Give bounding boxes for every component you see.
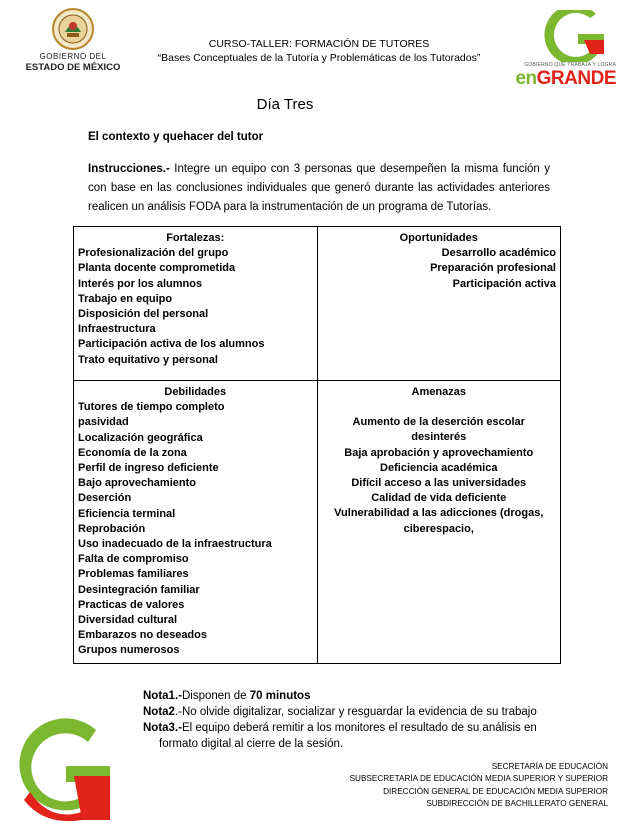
note-1-label: Nota1.- [143, 690, 182, 702]
debilidades-item: Problemas familiares [78, 568, 189, 581]
gov-logo-line1: GOBIERNO DEL [39, 52, 107, 61]
instructions-text: Integre un equipo con 3 personas que desempeñen la misma función y con base en las conclusiones individuales que generó durante las actividades anteriores realicen un análisis FODA para la instrumentación de un programa de Tutorías. [88, 163, 550, 213]
fortalezas-item: Profesionalización del grupo [78, 247, 229, 260]
context-title: El contexto y quehacer del tutor [88, 131, 264, 143]
fortalezas-item: Trato equitativo y personal [78, 353, 218, 366]
debilidades-item: Grupos numerosos [78, 644, 180, 657]
logo-grande: GRANDE [536, 68, 616, 89]
footer-line4: SUBDIRECCIÓN DE BACHILLERATO GENERAL [426, 799, 608, 809]
note-3 [143, 720, 553, 736]
fortalezas-item: Participación activa de los alumnos [78, 338, 265, 351]
g-logo-large-icon [10, 712, 120, 822]
amenazas-item: Baja aprobación y aprovechamiento [344, 446, 534, 459]
course-title: CURSO-TALLER: FORMACIÓN DE TUTORES [208, 38, 430, 50]
amenazas-title: Amenazas [411, 386, 466, 398]
debilidades-list [78, 400, 313, 658]
g-logo-icon [540, 10, 610, 62]
fortalezas-item: Trabajo en equipo [78, 292, 173, 305]
fortalezas-cell [74, 227, 318, 381]
amenazas-item: Calidad de vida deficiente [371, 492, 507, 505]
note-2-text: .-No olvide digitalizar, socializar y resguardar la evidencia de su trabajo [174, 706, 537, 718]
fortalezas-item: Interés por los alumnos [78, 277, 203, 290]
debilidades-item: Embarazos no deseados [78, 629, 207, 642]
foda-bottom-row [74, 381, 561, 664]
gov-logo-line2: ESTADO DE MÉXICO [25, 62, 121, 73]
amenazas-item: ciberespacio, [403, 522, 474, 535]
note-2 [143, 704, 553, 720]
debilidades-cell [74, 381, 318, 664]
debilidades-item: Tutores de tiempo completo [78, 401, 225, 414]
amenazas-item: Aumento de la deserción escolar [352, 416, 525, 429]
instructions-paragraph [88, 160, 550, 217]
debilidades-item: Localización geográfica [78, 431, 203, 444]
debilidades-title: Debilidades [164, 386, 227, 398]
debilidades-item: Falta de compromiso [78, 553, 189, 566]
debilidades-item: Economía de la zona [78, 446, 187, 459]
foda-table [73, 226, 561, 664]
amenazas-item: Difícil acceso a las universidades [351, 477, 527, 490]
fortalezas-title: Fortalezas: [166, 232, 225, 244]
oportunidades-item: Desarrollo académico [441, 247, 556, 260]
foda-top-row [74, 227, 561, 381]
notes-block [143, 688, 553, 752]
debilidades-item: Uso inadecuado de la infraestructura [78, 538, 272, 551]
amenazas-item: desinterés [411, 431, 467, 444]
footer-line3: DIRECCIÓN GENERAL DE EDUCACIÓN MEDIA SUPERIOR [383, 786, 608, 796]
debilidades-item: Reprobación [78, 522, 146, 535]
day-title: Día Tres [256, 96, 314, 113]
fortalezas-item: Disposición del personal [78, 308, 209, 321]
note-1-duration: 70 minutos [249, 690, 311, 702]
debilidades-item: pasividad [78, 416, 129, 429]
footer-line2: SUBSECRETARÍA DE EDUCACIÓN MEDIA SUPERIOR Y SUPERIOR [349, 774, 608, 784]
debilidades-item: Desintegración familiar [78, 583, 200, 596]
debilidades-item: Eficiencia terminal [78, 507, 176, 520]
fortalezas-list [78, 246, 313, 368]
fortalezas-item: Planta docente comprometida [78, 262, 236, 275]
fortalezas-item: Infraestructura [78, 323, 156, 336]
oportunidades-title: Oportunidades [399, 232, 478, 244]
note-3-continuation: formato digital al cierre de la sesión. [159, 738, 344, 750]
note-2-label: Nota2 [143, 706, 175, 718]
logo-wordmark [504, 68, 616, 90]
debilidades-item: Diversidad cultural [78, 614, 178, 627]
debilidades-item: Perfil de ingreso deficiente [78, 462, 219, 475]
amenazas-list [322, 415, 557, 537]
engrande-logo [500, 10, 618, 90]
instructions-label: Instrucciones.- [88, 163, 170, 175]
oportunidades-cell [317, 227, 561, 381]
course-subtitle: “Bases Conceptuales de la Tutoría y Problemáticas de los Tutorados” [157, 52, 481, 64]
debilidades-item: Deserción [78, 492, 132, 505]
oportunidades-item: Participación activa [452, 277, 556, 290]
logo-en: en [515, 68, 537, 89]
debilidades-item: Practicas de valores [78, 598, 185, 611]
note-1 [143, 688, 553, 704]
note-1-text: Disponen de [181, 690, 250, 702]
amenazas-cell [317, 381, 561, 664]
footer-institution [288, 761, 608, 811]
oportunidades-item: Preparación profesional [430, 262, 556, 275]
logo-tagline: GOBIERNO QUE TRABAJA Y LOGRA [524, 62, 616, 68]
debilidades-item: Bajo aprovechamiento [78, 477, 196, 490]
amenazas-item: Vulnerabilidad a las adicciones (drogas, [334, 507, 544, 520]
note-3-text: El equipo deberá remitir a los monitores el resultado de su análisis en [181, 722, 537, 734]
footer-line1: SECRETARÍA DE EDUCACIÓN [491, 762, 608, 771]
note-3-label: Nota3.- [143, 722, 182, 734]
oportunidades-list [322, 246, 557, 292]
amenazas-item: Deficiencia académica [380, 461, 498, 474]
